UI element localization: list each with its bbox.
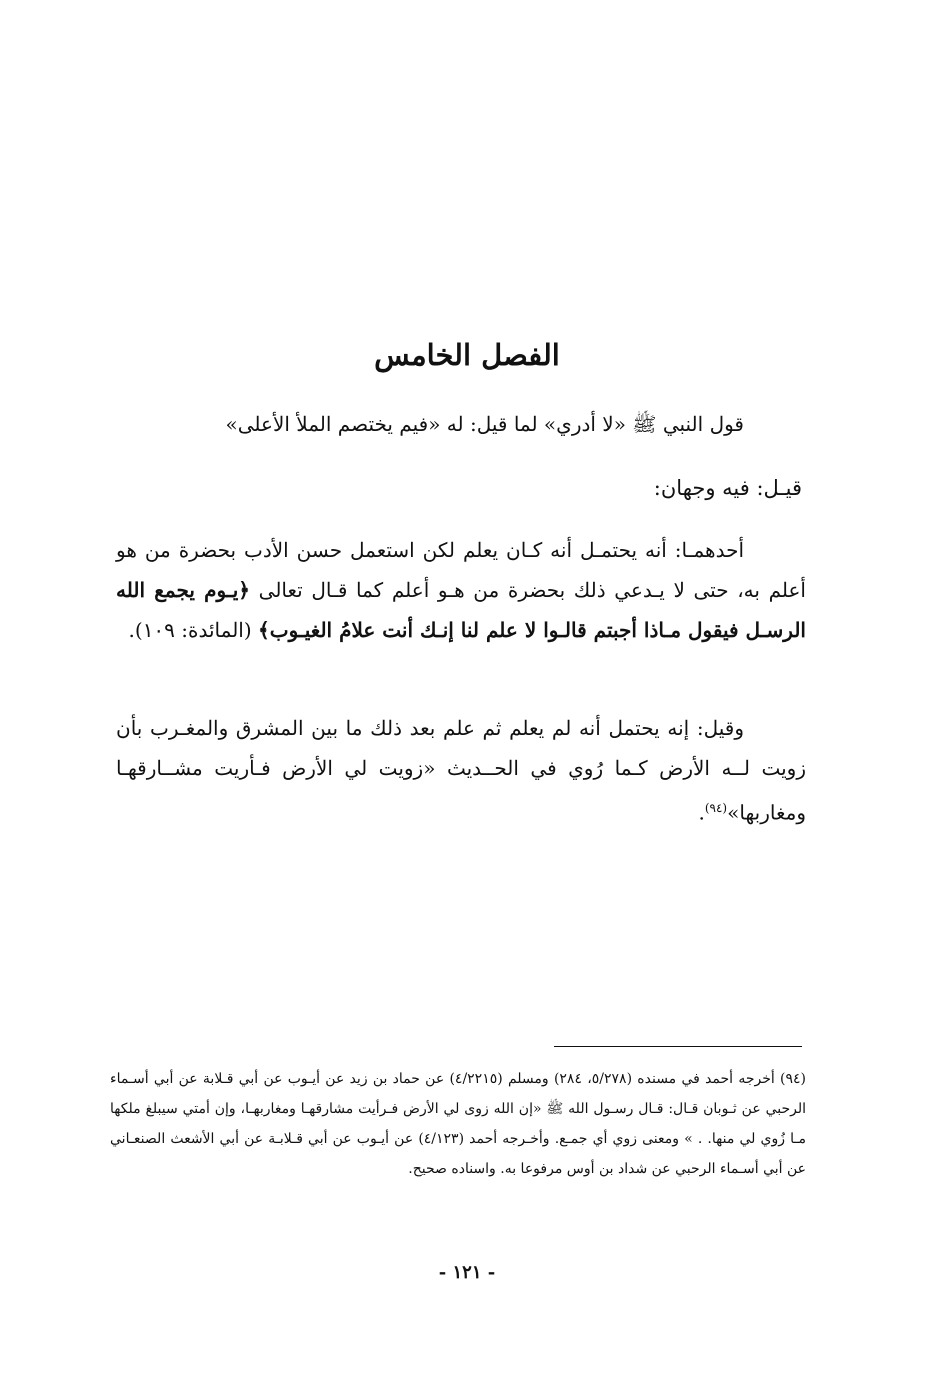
chapter-title: الفصل الخامس bbox=[374, 338, 560, 372]
paragraph-first-opinion bbox=[116, 530, 806, 650]
footnote-divider bbox=[554, 1046, 802, 1047]
footnote: (٩٤) أخرجه أحمد في مسنده (٥/٢٧٨، ٢٨٤) ومسلم (٤/٢٢١٥) عن حماد بن زيد عن أيـوب عن أبي قـلابة عن أبي أسـماء الرحبي عن ثـوبان قـال: قـال رسـول الله ﷺ «إن الله زوى لي الأرض فـرأيت مشارقهـا ومغاربهـا، وإن أمتي سيبلغ ملكها مـا زُوي لي منها. . » ومعنى زوي أي جمـع. وأخـرجه أحمد (٤/١٢٣) عن أيـوب عن أبي قـلابـة عن أبي الأشعث الصنعـاني عن أبي أسـماء الرحبي عن شداد بن أوس مرفوعا به. واسناده صحيح. bbox=[110, 1071, 806, 1177]
chapter-subtitle: قول النبي ﷺ «لا أدري» لما قيل: له «فيم يختصم الملأ الأعلى» bbox=[225, 412, 744, 436]
verse-citation: (المائدة: ١٠٩). bbox=[128, 618, 259, 642]
page-number: - ١٢١ - bbox=[438, 1262, 496, 1283]
intro-line: قيـل: فيه وجهان: bbox=[653, 476, 802, 500]
paragraph-second-end: . bbox=[698, 800, 705, 825]
quran-verse: ﴿يـوم يجمع الله الرسـل فيقول مـاذا أجبتم قالـوا لا علم لنا إنـك أنت علامُ الغيـوب﴾ bbox=[116, 578, 806, 642]
paragraph-first-text: أحدهمـا: أنه يحتمـل أنه كـان يعلم لكن استعمل حسن الأدب بحضرة من هو أعلم به، حتى لا يـدعي ذلك بحضرة من هـو أعلم كما قـال تعالى bbox=[116, 538, 806, 602]
paragraph-second-opinion bbox=[116, 708, 806, 833]
footnote-reference: (٩٤) bbox=[704, 801, 728, 815]
paragraph-second-text: وقيل: إنه يحتمل أنه لم يعلم ثم علم بعد ذلك ما بين المشرق والمغـرب بأن زويت لــه الأرض كـما رُوي في الحــديث «زويت لي الأرض فـأريت مشــارقهـا ومغاربها» bbox=[116, 716, 806, 825]
